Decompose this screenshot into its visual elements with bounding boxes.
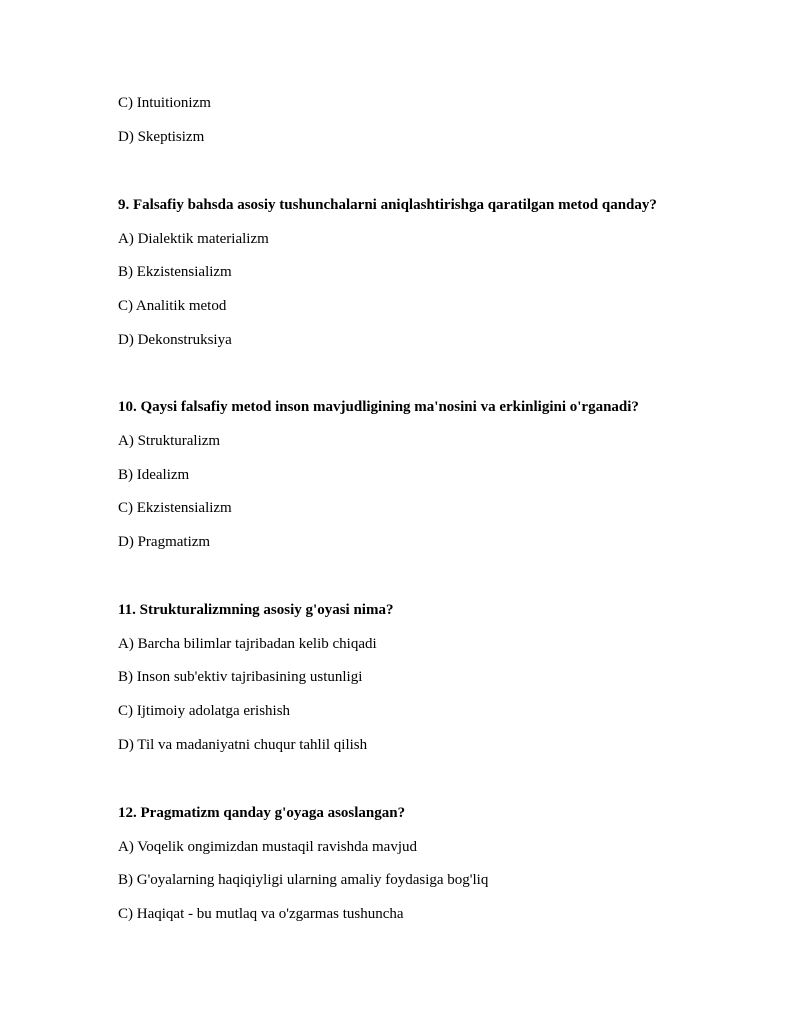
q9-option-c: C) Analitik metod: [118, 298, 227, 314]
q9-question: 9. Falsafiy bahsda asosiy tushunchalarni aniqlashtirishga qaratilgan metod qanday?: [118, 197, 657, 213]
q10-option-b: B) Idealizm: [118, 467, 190, 483]
q11-option-b: B) Inson sub'ektiv tajribasining ustunligi: [118, 669, 363, 685]
q10-option-d: D) Pragmatizm: [118, 534, 211, 550]
q12-option-a: A) Voqelik ongimizdan mustaqil ravishda mavjud: [118, 839, 417, 855]
q11-question: 11. Strukturalizmning asosiy g'oyasi nima?: [118, 602, 394, 618]
q9-option-a: A) Dialektik materializm: [118, 231, 269, 247]
q12-question: 12. Pragmatizm qanday g'oyaga asoslangan?: [118, 805, 406, 821]
q11-option-d: D) Til va madaniyatni chuqur tahlil qilish: [118, 737, 368, 753]
q8-option-d: D) Skeptisizm: [118, 129, 205, 145]
q8-option-c: C) Intuitionizm: [118, 95, 211, 111]
q11-option-c: C) Ijtimoiy adolatga erishish: [118, 703, 291, 719]
q10-option-c: C) Ekzistensializm: [118, 500, 232, 516]
q9-option-b: B) Ekzistensializm: [118, 264, 232, 280]
q12-option-b: B) G'oyalarning haqiqiyligi ularning amaliy foydasiga bog'liq: [118, 872, 489, 888]
q10-question: 10. Qaysi falsafiy metod inson mavjudligining ma'nosini va erkinligini o'rganadi?: [118, 399, 639, 415]
q9-option-d: D) Dekonstruksiya: [118, 332, 232, 348]
q11-option-a: A) Barcha bilimlar tajribadan kelib chiqadi: [118, 636, 377, 652]
q12-option-c: C) Haqiqat - bu mutlaq va o'zgarmas tushuncha: [118, 906, 404, 922]
q10-option-a: A) Strukturalizm: [118, 433, 221, 449]
